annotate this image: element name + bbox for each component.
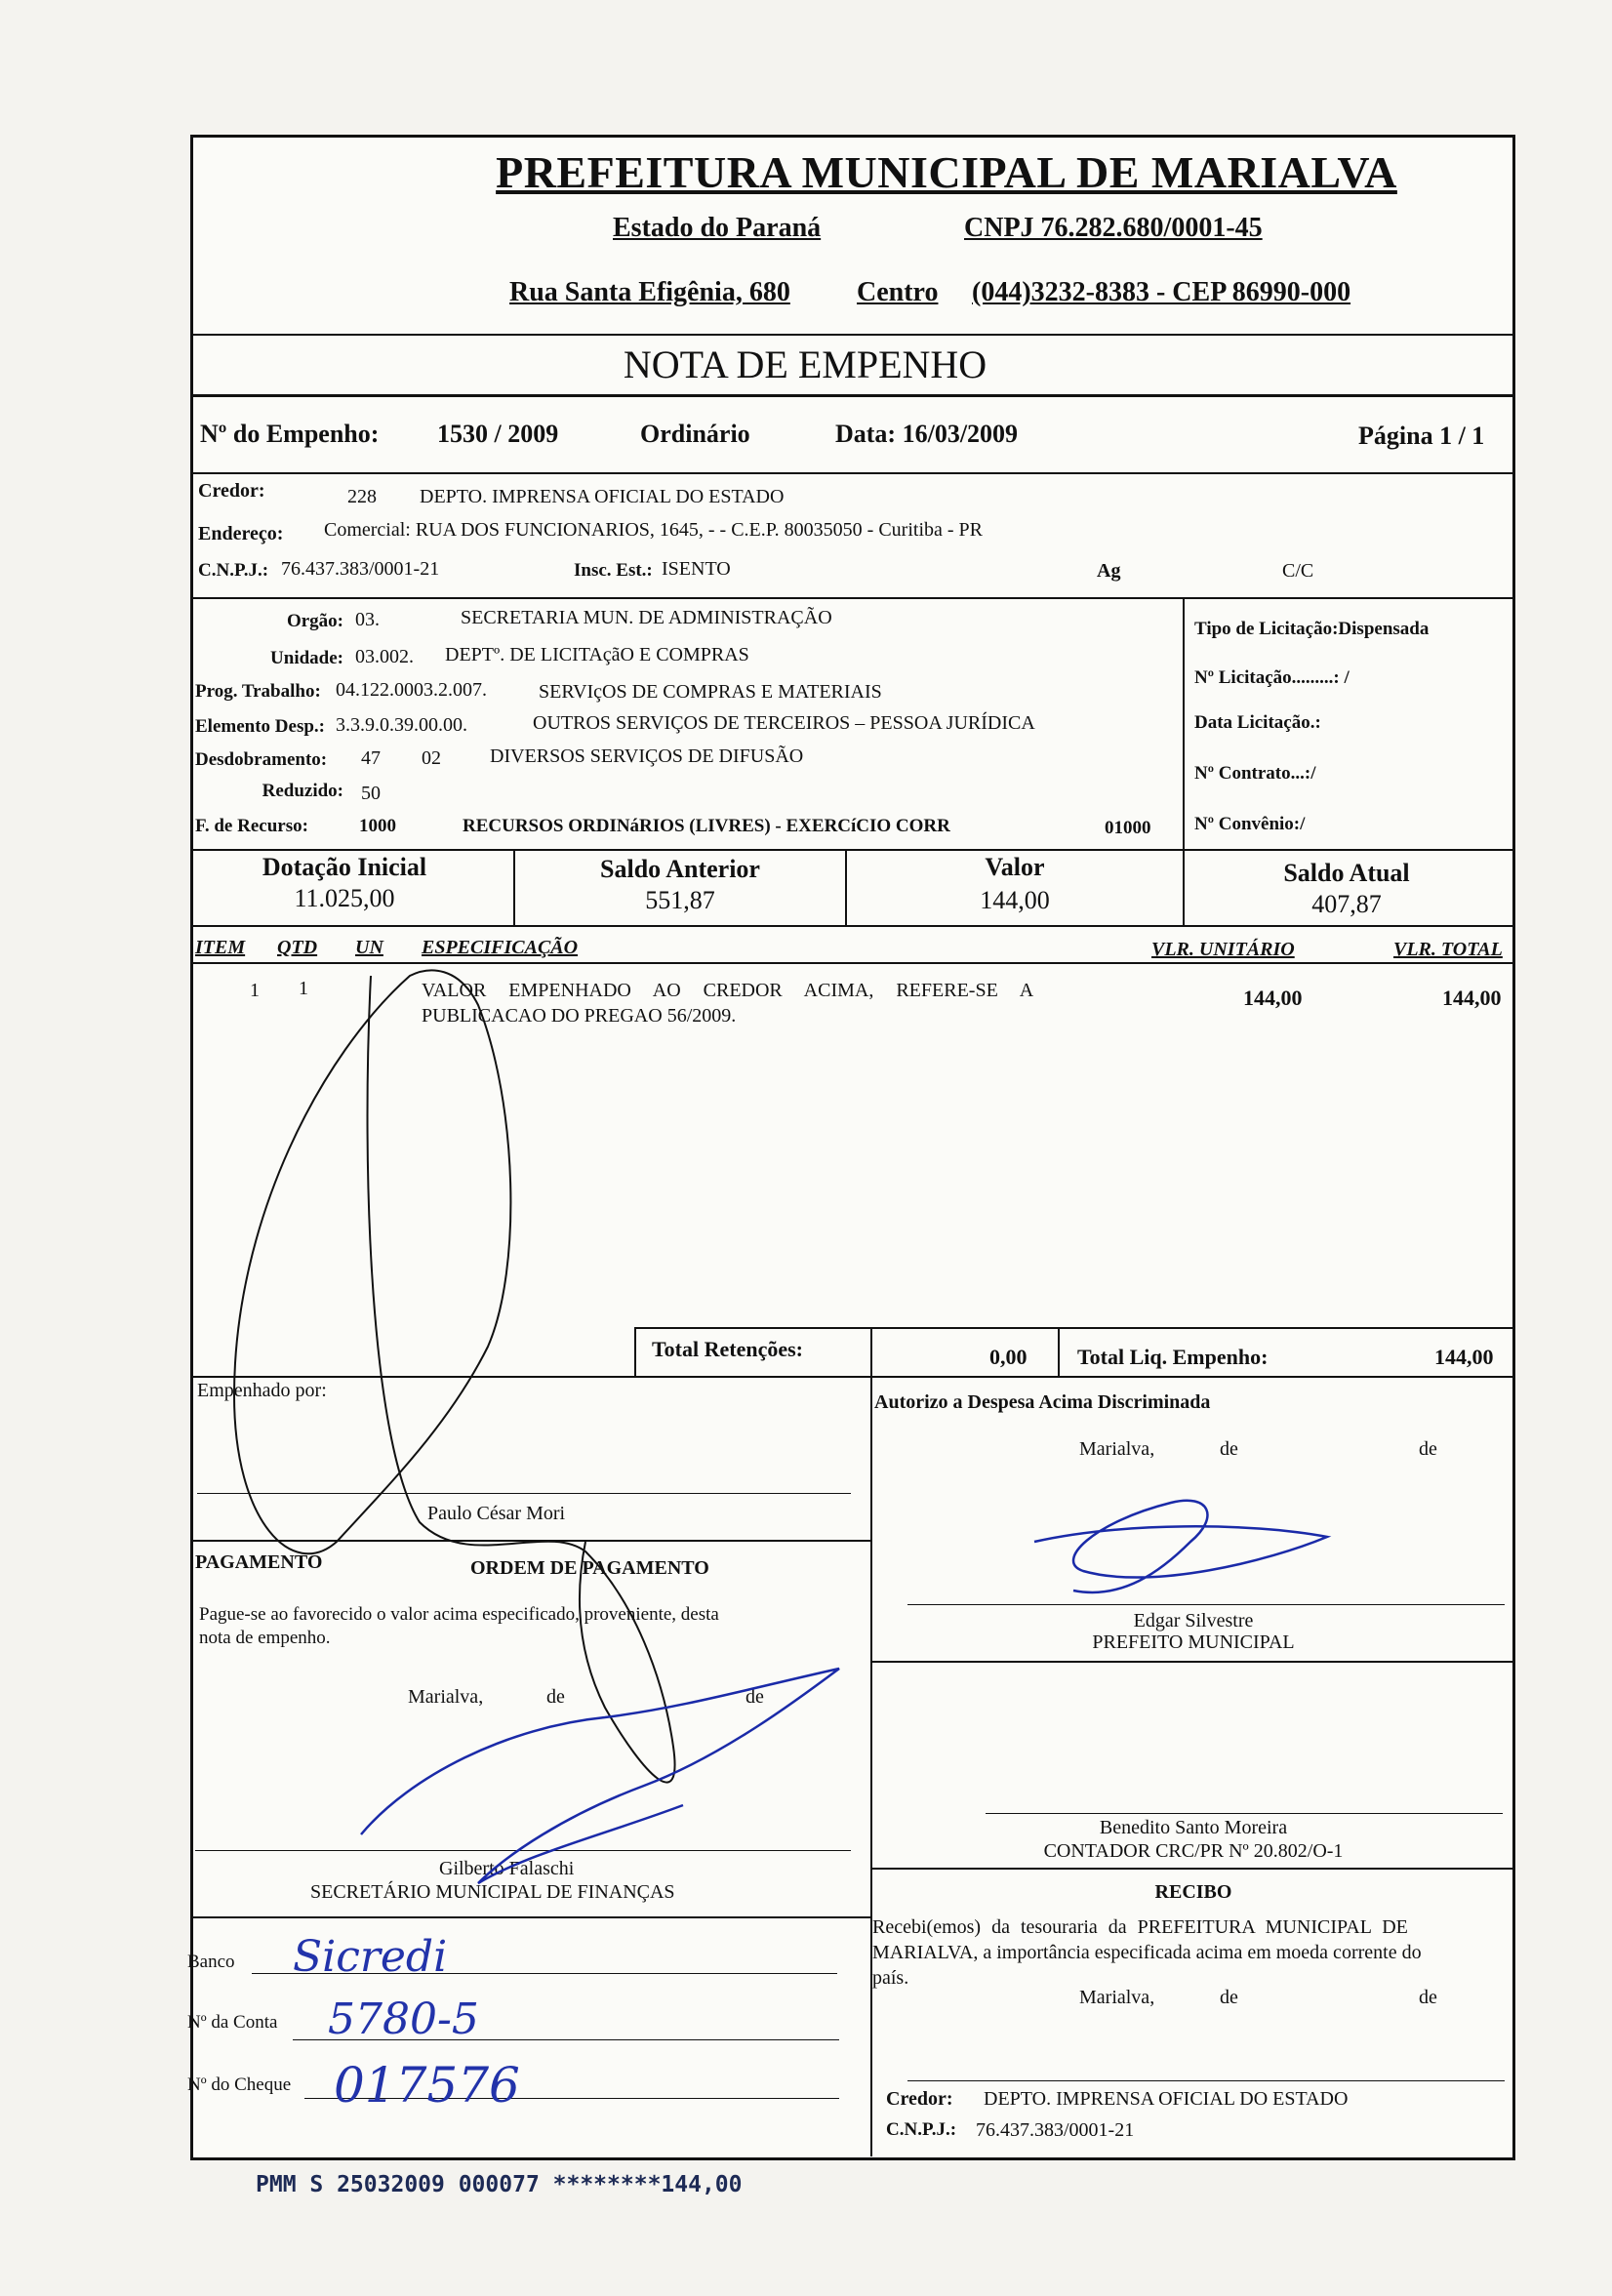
bank-stamp-line: PMM S 25032009 000077 ********144,00: [256, 2172, 743, 2197]
contador-name: Benedito Santo Moreira: [1099, 1817, 1288, 1838]
autorizo-de-2: de: [1419, 1438, 1437, 1460]
desdobramento-name: DIVERSOS SERVIÇOS DE DIFUSÃO: [490, 745, 804, 767]
total-retencoes-label: Total Retenções:: [652, 1337, 803, 1361]
prog-trabalho-name: SERVIçOS DE COMPRAS E MATERIAIS: [539, 681, 882, 703]
ordem-pagamento-label: ORDEM DE PAGAMENTO: [470, 1557, 709, 1579]
saldo-anterior-label: Saldo Anterior: [600, 855, 760, 883]
autorizo-de-1: de: [1220, 1438, 1238, 1460]
saldo-atual-value: 407,87: [1311, 890, 1382, 918]
dotacao-inicial-value: 11.025,00: [294, 884, 395, 912]
prefeitura-title: PREFEITURA MUNICIPAL DE MARIALVA: [496, 147, 1397, 197]
fonte-recurso-label: F. de Recurso:: [195, 816, 308, 836]
title-divider: [190, 394, 1512, 397]
autorizo-label: Autorizo a Despesa Acima Discriminada: [874, 1391, 1211, 1413]
credor-footer-cnpj-value: 76.437.383/0001-21: [976, 2119, 1135, 2141]
totals-bottom-divider: [190, 1376, 1512, 1378]
table-row-qtd: 1: [299, 978, 308, 999]
col-total-header: VLR. TOTAL: [1393, 939, 1503, 960]
agencia-label: Ag: [1097, 560, 1121, 582]
fonte-recurso-code-2: 01000: [1105, 818, 1151, 838]
insc-est-label: Insc. Est.:: [574, 560, 653, 581]
col-un-header: UN: [355, 937, 383, 958]
contador-signature-line: [986, 1813, 1503, 1814]
totals-divider-mid: [870, 1327, 872, 1376]
totals-divider-right: [1058, 1327, 1060, 1376]
empenho-number-value: 1530 / 2009: [437, 420, 559, 448]
table-row-desc-1: VALOR EMPENHADO AO CREDOR ACIMA, REFERE-SE A: [422, 980, 1034, 1001]
pagamento-text-1: Pague-se ao favorecido o valor acima especificado, proveniente, desta: [199, 1604, 719, 1625]
saldo-anterior-value: 551,87: [645, 886, 715, 914]
pagamento-de-1: de: [546, 1686, 565, 1708]
unidade-name: DEPTº. DE LICITAçãO E COMPRAS: [445, 644, 749, 665]
estado-label: Estado do Paraná: [613, 213, 822, 243]
empenho-type: Ordinário: [640, 420, 750, 448]
credor-label: Credor:: [198, 480, 265, 502]
cnpj-prefeitura: CNPJ 76.282.680/0001-45: [964, 213, 1263, 243]
lower-split-line: [870, 1376, 872, 2156]
recibo-signature-line: [907, 2080, 1505, 2081]
empenho-number-label: Nº do Empenho:: [200, 420, 380, 448]
conta-label: Nº da Conta: [187, 2012, 278, 2033]
dotacao-bottom-divider: [190, 849, 1512, 851]
totals-top-divider: [634, 1327, 1512, 1329]
col-qtd-header: QTD: [277, 937, 318, 958]
prog-trabalho-label: Prog. Trabalho:: [195, 681, 321, 702]
table-row-unit-value: 144,00: [1243, 986, 1303, 1010]
total-liq-value: 144,00: [1434, 1345, 1494, 1369]
numero-licitacao: Nº Licitação.........: /: [1194, 667, 1350, 688]
endereco-value: Comercial: RUA DOS FUNCIONARIOS, 1645, - - C.E.P. 80035050 - Curitiba - PR: [324, 519, 984, 541]
autorizo-bottom-divider: [870, 1661, 1512, 1663]
orgao-code: 03.: [355, 609, 380, 630]
banco-handwritten: Sicredi: [293, 1932, 448, 1982]
unidade-code: 03.002.: [355, 646, 414, 667]
col-espec-header: ESPECIFICAÇÃO: [422, 937, 579, 958]
recibo-text-1: Recebi(emos) da tesouraria da PREFEITURA MUNICIPAL DE: [872, 1916, 1408, 1938]
col-unit-header: VLR. UNITÁRIO: [1151, 939, 1295, 960]
pagamento-label: PAGAMENTO: [195, 1551, 323, 1573]
table-row-item: 1: [250, 980, 260, 1001]
credor-footer-label: Credor:: [886, 2088, 953, 2110]
banco-label: Banco: [187, 1952, 235, 1972]
header-divider: [190, 334, 1512, 336]
prefeito-name: Edgar Silvestre: [1133, 1610, 1254, 1631]
items-header-divider: [190, 962, 1512, 964]
credor-cnpj-label: C.N.P.J.:: [198, 560, 269, 581]
credor-divider: [190, 597, 1512, 599]
insc-est-value: ISENTO: [662, 558, 731, 580]
autorizo-place: Marialva,: [1079, 1438, 1155, 1460]
table-row-total-value: 144,00: [1442, 986, 1502, 1010]
recibo-text-2: MARIALVA, a importância especificada acima em moeda corrente do: [872, 1942, 1422, 1963]
conta-handwritten: 5780-5: [328, 1994, 479, 2044]
address-phone-cep: (044)3232-8383 - CEP 86990-000: [972, 277, 1351, 307]
fonte-recurso-name: RECURSOS ORDINáRIOS (LIVRES) - EXERCíCIO CORR: [463, 816, 950, 836]
saldo-atual-label: Saldo Atual: [1283, 859, 1410, 887]
pagamento-place: Marialva,: [408, 1686, 484, 1708]
orgao-name: SECRETARIA MUN. DE ADMINISTRAÇÃO: [461, 607, 832, 628]
contador-role: CONTADOR CRC/PR Nº 20.802/O-1: [1043, 1840, 1344, 1862]
recibo-de-1: de: [1220, 1987, 1238, 2008]
prog-trabalho-code: 04.122.0003.2.007.: [336, 679, 487, 701]
empenhado-por-label: Empenhado por:: [197, 1380, 327, 1401]
recibo-text-3: país.: [872, 1967, 909, 1989]
empenhado-signature-line: [197, 1493, 851, 1494]
address-district: Centro: [857, 277, 939, 307]
page-indicator: Página 1 / 1: [1358, 422, 1485, 450]
elemento-desp-name: OUTROS SERVIÇOS DE TERCEIROS – PESSOA JURÍDICA: [533, 712, 1035, 734]
dotacao-divider: [1183, 597, 1185, 851]
secretario-role: SECRETÁRIO MUNICIPAL DE FINANÇAS: [310, 1881, 675, 1903]
contador-bottom-divider: [870, 1868, 1512, 1870]
credor-name: DEPTO. IMPRENSA OFICIAL DO ESTADO: [420, 486, 785, 507]
saldos-bottom-divider: [190, 925, 1512, 927]
credor-footer-cnpj-label: C.N.P.J.:: [886, 2119, 957, 2140]
unidade-label: Unidade:: [270, 648, 343, 668]
recibo-de-2: de: [1419, 1987, 1437, 2008]
document-title: NOTA DE EMPENHO: [623, 342, 987, 386]
desdobramento-code-1: 47: [361, 747, 381, 769]
pagamento-text-2: nota de empenho.: [199, 1628, 331, 1648]
totals-divider-left: [634, 1327, 636, 1376]
reduzido-label: Reduzido:: [262, 781, 343, 801]
empenhado-bottom-divider: [190, 1540, 870, 1542]
secretario-signature-line: [195, 1850, 851, 1851]
prefeito-signature-line: [907, 1604, 1505, 1605]
empenho-date: Data: 16/03/2009: [835, 420, 1019, 448]
cheque-handwritten: 017576: [334, 2057, 520, 2114]
recibo-place: Marialva,: [1079, 1987, 1155, 2008]
pagamento-de-2: de: [746, 1686, 764, 1708]
endereco-label: Endereço:: [198, 523, 284, 544]
credor-footer-name: DEPTO. IMPRENSA OFICIAL DO ESTADO: [984, 2088, 1349, 2110]
empenho-divider: [190, 472, 1512, 474]
valor-value: 144,00: [980, 886, 1050, 914]
numero-convenio: Nº Convênio:/: [1194, 814, 1306, 834]
cheque-label: Nº do Cheque: [187, 2074, 292, 2095]
numero-contrato: Nº Contrato...:/: [1194, 763, 1316, 784]
reduzido-code: 50: [361, 783, 381, 804]
table-row-desc-2: PUBLICACAO DO PREGAO 56/2009.: [422, 1005, 737, 1027]
desdobramento-code-2: 02: [422, 747, 441, 769]
total-retencoes-value: 0,00: [989, 1345, 1028, 1369]
address-street: Rua Santa Efigênia, 680: [509, 277, 790, 307]
credor-code: 228: [347, 486, 377, 507]
recibo-label: RECIBO: [1154, 1881, 1232, 1903]
col-item-header: ITEM: [195, 937, 246, 958]
valor-label: Valor: [985, 853, 1045, 881]
prefeito-role: PREFEITO MUNICIPAL: [1092, 1631, 1295, 1653]
banco-top-divider: [190, 1916, 870, 1918]
tipo-licitacao: Tipo de Licitação:Dispensada: [1194, 619, 1430, 639]
conta-corrente-label: C/C: [1282, 560, 1314, 582]
data-licitacao: Data Licitação.:: [1194, 712, 1321, 733]
empenhado-por-name: Paulo César Mori: [427, 1503, 566, 1524]
secretario-name: Gilberto Falaschi: [439, 1858, 575, 1879]
desdobramento-label: Desdobramento:: [195, 749, 328, 770]
elemento-desp-label: Elemento Desp.:: [195, 716, 325, 737]
dotacao-inicial-label: Dotação Inicial: [262, 853, 427, 881]
orgao-label: Orgão:: [286, 611, 343, 631]
elemento-desp-code: 3.3.9.0.39.00.00.: [336, 714, 467, 736]
total-liq-label: Total Liq. Empenho:: [1077, 1345, 1269, 1369]
credor-cnpj-value: 76.437.383/0001-21: [281, 558, 440, 580]
fonte-recurso-code: 1000: [359, 816, 396, 836]
